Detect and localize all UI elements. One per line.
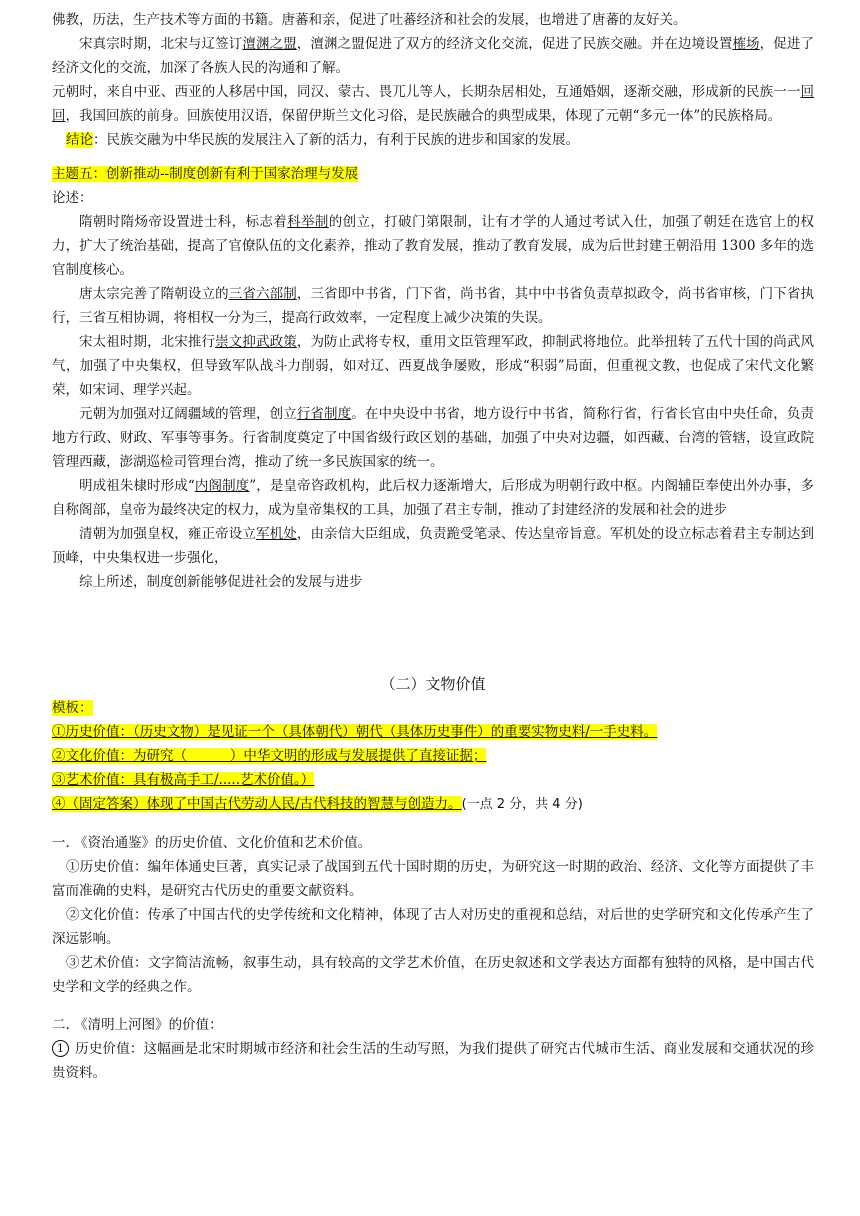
theme5-heading: 主题五：创新推动--制度创新有利于国家治理与发展 (52, 166, 359, 182)
term-huihui: 回回 (52, 84, 814, 124)
q1-art: ③艺术价值：文字简洁流畅，叙事生动，具有较高的文学艺术价值，在历史叙述和文学表达方面都有独特的风格，是中国古代史学和文学的经典之作。 (52, 955, 814, 995)
term-chanyuan: 澶渊之盟 (242, 36, 297, 52)
circled-number: 1 (52, 1040, 69, 1057)
term-keju: 科举制 (287, 214, 329, 230)
paragraph-summary: 综上所述，制度创新能够促进社会的发展与进步 (79, 574, 363, 590)
document-page (52, 8, 814, 1085)
paragraph-sui: 隋朝时隋炀帝设置进士科，标志着科举制的创立，打破门第限制，让有才学的人通过考试入仕，加强了朝廷在选官上的权力，扩大了统治基础，提高了官僚队伍的文化素养，推动了教育发展，推动了教育发展，成为后世封建王朝沿用 1300 多年的选官制度核心。 (52, 214, 814, 278)
paragraph-yuan-xingsheng: 元朝为加强对辽阔疆域的管理，创立行省制度。在中央设中书省，地方设行中书省，简称行省，行省长官由中央任命，负责地方行政、财政、军事等事务。行省制度奠定了中国省级行政区划的基础，加强了中央对边疆，如西藏、台湾的管辖，设宣政院管理西藏，澎湖巡检司管理台湾，推动了统一多民族国家的统一。 (52, 406, 815, 470)
template-line-4: ④（固定答案）体现了中国古代劳动人民/古代科技的智慧与创造力。(一点 2 分，共 4 分) (52, 796, 583, 812)
paragraph-song-liao: 宋真宗时期，北宋与辽签订澶渊之盟，澶渊之盟促进了双方的经济文化交流，促进了民族交融。并在边境设置榷场，促进了经济文化的交流，加深了各族人民的沟通和了解。 (52, 36, 815, 76)
term-xingsheng: 行省制度 (296, 406, 352, 422)
q2-history: 1 历史价值：这幅画是北宋时期城市经济和社会生活的生动写照，为我们提供了研究古代城市生活、商业发展和交通状况的珍贵资料。 (52, 1041, 814, 1081)
term-sansheng: 三省六部制 (228, 286, 297, 302)
term-quechang: 榷场 (732, 36, 760, 52)
conclusion-label: 结论 (66, 132, 93, 148)
template-label: 模板： (52, 700, 93, 716)
paragraph-ming: 明成祖朱棣时形成“内阁制度”，是皇帝咨政机构，此后权力逐渐增大，后形成为明朝行政中枢。内阁辅臣奉使出外办事，多自称阁部，皇帝为最终决定的权力，成为皇帝集权的工具，加强了君主专制，推动了封建经济的发展和社会的进步 (52, 478, 814, 518)
paragraph-song-taizu: 宋太祖时期，北宋推行崇文抑武政策，为防止武将专权，重用文臣管理军政，抑制武将地位。此举扭转了五代十国的尚武风气，加强了中央集权，但导致军队战斗力削弱，如对辽、西夏战争屡败，形成“积弱”局面，但重视文教，也促成了宋代文化繁荣，如宋词、理学兴起。 (52, 334, 815, 398)
term-junjichu: 军机处 (255, 526, 297, 542)
paragraph-tubo: 佛教，历法，生产技术等方面的书籍。唐蕃和亲，促进了吐蕃经济和社会的发展，也增进了唐蕃的友好关。 (52, 12, 687, 28)
score-note: (一点 2 分，共 4 分) (461, 797, 583, 812)
paragraph-yuan-huihui: 元朝时，来自中亚、西亚的人移居中国，同汉、蒙古、畏兀儿等人，长期杂居相处，互通婚姻，逐渐交融，形成新的民族一一回回，我国回族的前身。回族使用汉语，保留伊斯兰文化习俗，是民族融合的典型成果，体现了元朝“多元一体”的民族格局。 (52, 84, 814, 124)
paragraph-qing: 清朝为加强皇权，雍正帝设立军机处，由亲信大臣组成，负责跪受笔录、传达皇帝旨意。军机处的设立标志着君主专制达到顶峰，中央集权进一步强化， (52, 526, 815, 566)
q2-title: 二. 《清明上河图》的价值： (52, 1017, 223, 1033)
section-title: （二）文物价值 (380, 675, 486, 693)
conclusion-line: 结论：民族交融为中华民族的发展注入了新的活力，有利于民族的进步和国家的发展。 (66, 132, 579, 148)
template-line-2: ②文化价值：为研究（ ）中华文明的形成与发展提供了直接证据； (52, 748, 487, 764)
template-line-1: ①历史价值：（历史文物）是见证一个（具体朝代）朝代（具体历史事件）的重要实物史料/一手史料。 (52, 724, 658, 740)
term-chongwen: 崇文抑武政策 (215, 334, 297, 350)
paragraph-tang: 唐太宗完善了隋朝设立的三省六部制，三省即中书省，门下省，尚书省，其中中书省负责草拟政令，尚书省审核，门下省执行，三省互相协调，将相权一分为三，提高行政效率，一定程度上减少决策的失误。 (52, 286, 815, 326)
q1-title: 一. 《资治通鉴》的历史价值、文化价值和艺术价值。 (52, 835, 372, 851)
lunshu-label: 论述： (52, 190, 93, 206)
template-line-3: ③艺术价值：具有极高手工/.....艺术价值。） (52, 772, 315, 788)
q1-history: ①历史价值：编年体通史巨著，真实记录了战国到五代十国时期的历史，为研究这一时期的政治、经济、文化等方面提供了丰富而准确的史料，是研究古代历史的重要文献资料。 (52, 859, 814, 899)
q1-culture: ②文化价值：传承了中国古代的史学传统和文化精神，体现了古人对历史的重视和总结，对后世的史学研究和文化传承产生了深远影响。 (52, 907, 814, 947)
term-neige: 内阁制度 (194, 478, 250, 494)
